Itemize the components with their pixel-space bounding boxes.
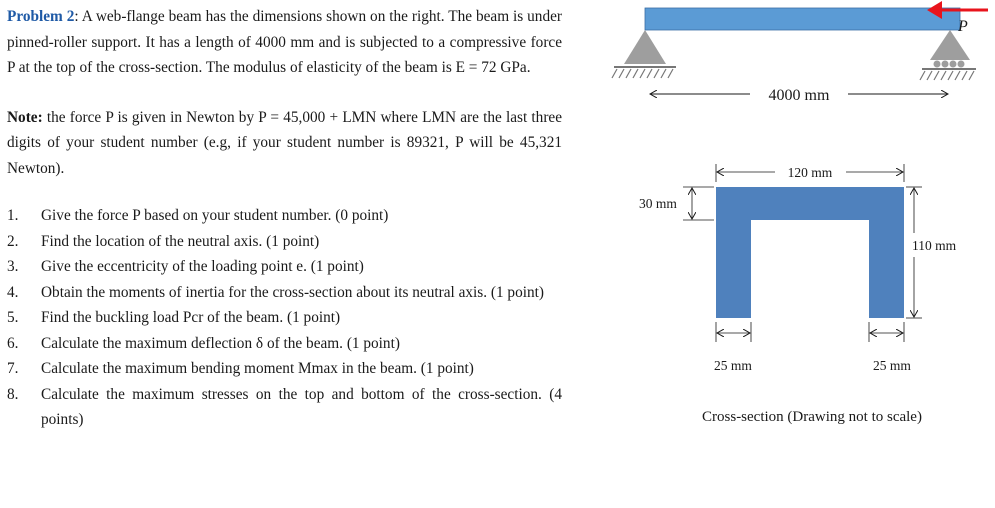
list-item: 3. Give the eccentricity of the loading point e. (1 point) xyxy=(7,258,364,275)
problem-statement: Problem 2: A web-flange beam has the dimensions shown on the right. The beam is under pinned-roller support. It has a length of 4000 mm and is subjected to a compressive force P at the top of the cross-section. The modulus of elasticity of the beam is E = 72 GPa. xyxy=(7,8,562,76)
list-item: 8. Calculate the maximum stresses on the top and bottom of the cross-section. (4 points) xyxy=(7,385,562,428)
height-label: 110 mm xyxy=(912,238,957,253)
length-label: 4000 mm xyxy=(768,87,830,104)
roller xyxy=(958,61,965,68)
roller xyxy=(950,61,957,68)
roller xyxy=(942,61,949,68)
list-item: 7. Calculate the maximum bending moment Mmax in the beam. (1 point) xyxy=(7,360,474,377)
list-item: 2. Find the location of the neutral axis. (1 point) xyxy=(7,232,320,250)
force-label: P xyxy=(958,18,968,35)
width-label: 120 mm xyxy=(787,165,833,180)
beam-diagram xyxy=(612,1,988,104)
cross-section-shape xyxy=(716,187,904,318)
note-text: the force P is given in Newton by P = 45,000 + LMN where LMN are the last three digits of your student number (e.g, if your student number is 89321, P will be 45,321 Newton). xyxy=(7,108,563,177)
list-item: 4. Obtain the moments of inertia for the cross-section about its neutral axis. (1 point) xyxy=(7,283,544,301)
problem-label: Problem 2 xyxy=(7,8,75,25)
ground-hatch-left xyxy=(612,69,673,78)
list-item: 5. Find the buckling load Pcr of the beam. (1 point) xyxy=(7,309,341,326)
note-label: Note: xyxy=(7,108,43,126)
pin-support xyxy=(624,30,666,64)
beam xyxy=(645,8,960,30)
list-item: 6. Calculate the maximum deflection δ of the beam. (1 point) xyxy=(7,334,400,352)
problem-intro: A web-flange beam has the dimensions shown on the right. The beam is under pinned-roller support. It has a length of 4000 mm and is subjected to a compressive force P at the top of the cross-section. The modulus of elasticity of the beam is E = 72 GPa. xyxy=(7,8,562,76)
web-right-label: 25 mm xyxy=(873,358,911,373)
roller xyxy=(934,61,941,68)
web-left-label: 25 mm xyxy=(714,358,752,373)
flange-thickness-label: 30 mm xyxy=(639,196,677,211)
supports xyxy=(612,30,976,80)
cross-section-caption: Cross-section (Drawing not to scale) xyxy=(702,409,922,425)
ground-hatch-right xyxy=(920,71,974,80)
cross-section-diagram xyxy=(639,164,957,425)
list-item: 1. Give the force P based on your student number. (0 point) xyxy=(7,207,389,224)
